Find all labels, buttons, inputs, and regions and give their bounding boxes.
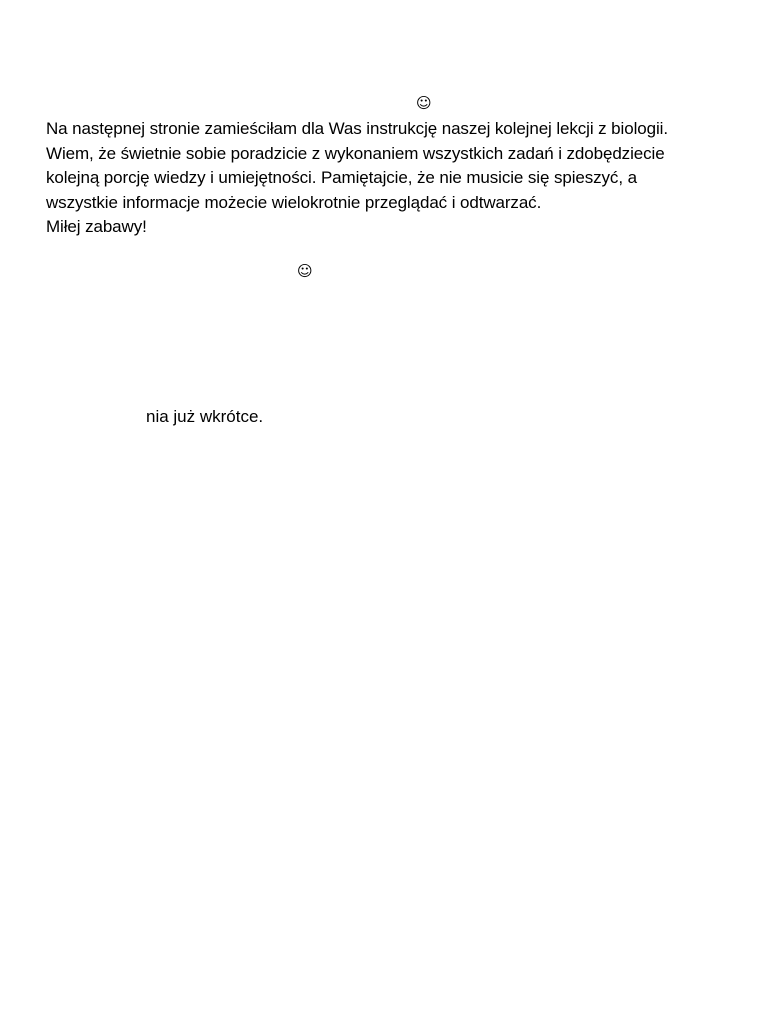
paragraph-line: wszystkie informacje możecie wielokrotnie przeglądać i odtwarzać. bbox=[46, 192, 542, 212]
paragraph-line: kolejną porcję wiedzy i umiejętności. Pamiętajcie, że nie musicie się spieszyć, a bbox=[46, 168, 637, 187]
paragraph-line: Na następnej stronie zamieściłam dla Was instrukcję naszej kolejnej lekcji z biologii. bbox=[46, 119, 668, 138]
closing-line: Miłej zabawy! bbox=[46, 217, 147, 236]
smiley-icon: ☺ bbox=[297, 262, 313, 280]
message-text bbox=[46, 117, 746, 240]
smiley-icon: ☺ bbox=[416, 94, 432, 112]
paragraph-line: Wiem, że świetnie sobie poradzicie z wykonaniem wszystkich zadań i zdobędziecie bbox=[46, 143, 665, 163]
text-fragment: nia już wkrótce. bbox=[146, 407, 264, 426]
